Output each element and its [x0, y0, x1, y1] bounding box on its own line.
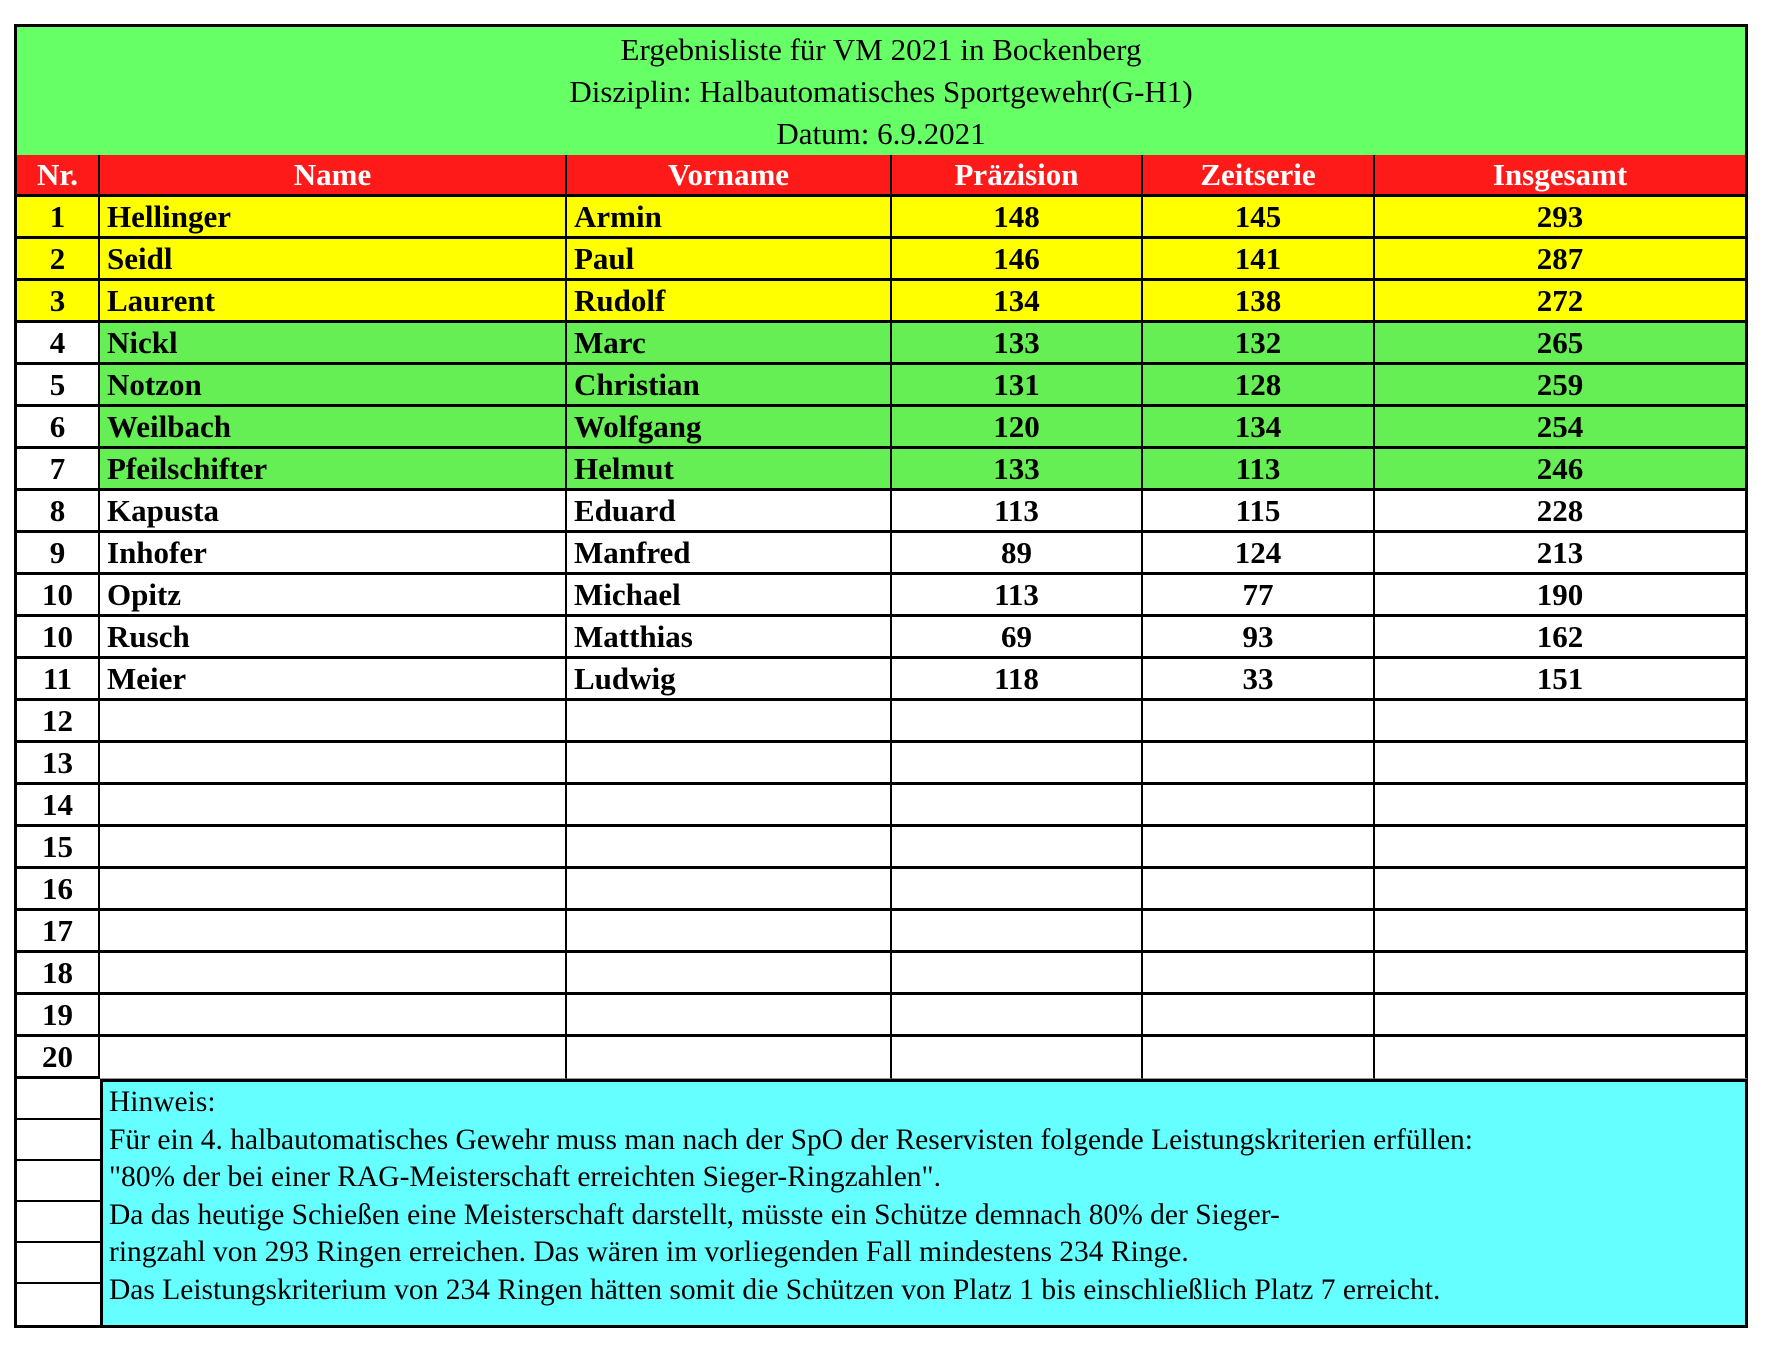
- header-praezision: Präzision: [892, 155, 1143, 197]
- cell-zeitserie: 128: [1143, 365, 1375, 407]
- cell-zeitserie: 93: [1143, 617, 1375, 659]
- cell-nr: 7: [14, 449, 100, 491]
- cell-vorname: Ludwig: [567, 659, 892, 701]
- cell-empty: [567, 995, 892, 1037]
- cell-nr: 19: [14, 995, 100, 1037]
- cell-zeitserie: 134: [1143, 407, 1375, 449]
- table-row: [14, 533, 1748, 575]
- cell-nr: 10: [14, 575, 100, 617]
- cell-empty: [1143, 701, 1375, 743]
- cell-insgesamt: 287: [1375, 239, 1748, 281]
- note-line: Für ein 4. halbautomatisches Gewehr muss man nach der SpO der Reservisten folgende Leistungskriterien erfüllen:: [109, 1123, 1474, 1156]
- cell-empty: [1143, 869, 1375, 911]
- cell-praezision: 113: [892, 491, 1143, 533]
- table-row: [14, 617, 1748, 659]
- cell-empty: [1375, 743, 1748, 785]
- cell-empty: [1375, 701, 1748, 743]
- cell-insgesamt: 162: [1375, 617, 1748, 659]
- cell-vorname: Manfred: [567, 533, 892, 575]
- cell-nr: 6: [14, 407, 100, 449]
- cell-nr: 10: [14, 617, 100, 659]
- cell-empty: [100, 953, 567, 995]
- note-line: ringzahl von 293 Ringen erreichen. Das wären im vorliegenden Fall mindestens 234 Ringe.: [109, 1236, 1189, 1268]
- cell-zeitserie: 132: [1143, 323, 1375, 365]
- cell-empty: [567, 1037, 892, 1079]
- table-row-empty: [14, 911, 1748, 953]
- table-row: [14, 323, 1748, 365]
- cell-zeitserie: 145: [1143, 197, 1375, 239]
- cell-empty: [567, 785, 892, 827]
- cell-empty: [1375, 785, 1748, 827]
- note-side-cells: [17, 1079, 103, 1325]
- header-zeitserie: Zeitserie: [1143, 155, 1375, 197]
- cell-zeitserie: 124: [1143, 533, 1375, 575]
- cell-zeitserie: 113: [1143, 449, 1375, 491]
- cell-praezision: 146: [892, 239, 1143, 281]
- table-row-empty: [14, 1037, 1748, 1079]
- cell-nr: 9: [14, 533, 100, 575]
- cell-nr: 18: [14, 953, 100, 995]
- cell-praezision: 134: [892, 281, 1143, 323]
- table-row-empty: [14, 785, 1748, 827]
- cell-name: Laurent: [100, 281, 567, 323]
- table-row: [14, 491, 1748, 533]
- cell-vorname: Matthias: [567, 617, 892, 659]
- title-block: [14, 24, 1748, 155]
- cell-nr: 2: [14, 239, 100, 281]
- cell-insgesamt: 293: [1375, 197, 1748, 239]
- cell-vorname: Christian: [567, 365, 892, 407]
- cell-empty: [1143, 995, 1375, 1037]
- cell-empty: [1375, 869, 1748, 911]
- cell-empty: [1143, 953, 1375, 995]
- cell-nr: 12: [14, 701, 100, 743]
- cell-empty: [892, 785, 1143, 827]
- cell-empty: [1375, 911, 1748, 953]
- cell-insgesamt: 272: [1375, 281, 1748, 323]
- cell-empty: [567, 953, 892, 995]
- cell-empty: [100, 1037, 567, 1079]
- cell-empty: [1375, 1037, 1748, 1079]
- cell-insgesamt: 265: [1375, 323, 1748, 365]
- cell-name: Notzon: [100, 365, 567, 407]
- cell-empty: [1375, 953, 1748, 995]
- header-nr: Nr.: [14, 155, 100, 197]
- cell-insgesamt: 254: [1375, 407, 1748, 449]
- table-row-empty: [14, 827, 1748, 869]
- cell-zeitserie: 115: [1143, 491, 1375, 533]
- cell-vorname: Armin: [567, 197, 892, 239]
- cell-empty: [1375, 827, 1748, 869]
- cell-empty: [892, 701, 1143, 743]
- cell-nr: 16: [14, 869, 100, 911]
- cell-empty: [892, 743, 1143, 785]
- note-line: Das Leistungskriterium von 234 Ringen hätten somit die Schützen von Platz 1 bis einschließlich Platz 7 erreicht.: [109, 1273, 1441, 1306]
- results-body: [14, 197, 1748, 1079]
- table-row: [14, 575, 1748, 617]
- cell-insgesamt: 246: [1375, 449, 1748, 491]
- cell-empty: [100, 701, 567, 743]
- cell-empty: [892, 995, 1143, 1037]
- cell-vorname: Wolfgang: [567, 407, 892, 449]
- cell-empty: [100, 785, 567, 827]
- table-row: [14, 197, 1748, 239]
- cell-praezision: 118: [892, 659, 1143, 701]
- cell-empty: [567, 869, 892, 911]
- cell-nr: 15: [14, 827, 100, 869]
- cell-vorname: Paul: [567, 239, 892, 281]
- cell-name: Kapusta: [100, 491, 567, 533]
- table-row: [14, 407, 1748, 449]
- cell-empty: [1375, 995, 1748, 1037]
- title-line-1: Ergebnisliste für VM 2021 in Bockenberg: [620, 32, 1142, 67]
- note-line: "80% der bei einer RAG-Meisterschaft erreichten Sieger-Ringzahlen".: [109, 1161, 941, 1193]
- cell-zeitserie: 138: [1143, 281, 1375, 323]
- table-row: [14, 659, 1748, 701]
- cell-praezision: 120: [892, 407, 1143, 449]
- cell-name: Seidl: [100, 239, 567, 281]
- cell-vorname: Michael: [567, 575, 892, 617]
- table-row: [14, 449, 1748, 491]
- table-row-empty: [14, 701, 1748, 743]
- table-row-empty: [14, 869, 1748, 911]
- cell-praezision: 148: [892, 197, 1143, 239]
- cell-nr: 4: [14, 323, 100, 365]
- cell-zeitserie: 33: [1143, 659, 1375, 701]
- cell-name: Opitz: [100, 575, 567, 617]
- cell-empty: [567, 911, 892, 953]
- header-row: [14, 155, 1748, 197]
- table-row: [14, 239, 1748, 281]
- cell-name: Hellinger: [100, 197, 567, 239]
- cell-empty: [1143, 743, 1375, 785]
- cell-insgesamt: 259: [1375, 365, 1748, 407]
- cell-nr: 1: [14, 197, 100, 239]
- cell-empty: [100, 869, 567, 911]
- cell-vorname: Helmut: [567, 449, 892, 491]
- header-vorname: Vorname: [567, 155, 892, 197]
- cell-nr: 20: [14, 1037, 100, 1079]
- cell-insgesamt: 190: [1375, 575, 1748, 617]
- cell-zeitserie: 141: [1143, 239, 1375, 281]
- results-sheet: [14, 24, 1748, 1328]
- cell-nr: 5: [14, 365, 100, 407]
- cell-empty: [100, 743, 567, 785]
- cell-empty: [100, 827, 567, 869]
- cell-name: Pfeilschifter: [100, 449, 567, 491]
- cell-empty: [567, 701, 892, 743]
- cell-empty: [1143, 827, 1375, 869]
- cell-empty: [1143, 785, 1375, 827]
- cell-name: Rusch: [100, 617, 567, 659]
- note-line: Da das heutige Schießen eine Meisterschaft darstellt, müsste ein Schütze demnach 80% der Sieger-: [109, 1198, 1280, 1231]
- cell-praezision: 69: [892, 617, 1143, 659]
- cell-zeitserie: 77: [1143, 575, 1375, 617]
- cell-empty: [892, 911, 1143, 953]
- cell-nr: 17: [14, 911, 100, 953]
- cell-name: Weilbach: [100, 407, 567, 449]
- cell-nr: 13: [14, 743, 100, 785]
- table-row: [14, 365, 1748, 407]
- cell-praezision: 133: [892, 449, 1143, 491]
- cell-name: Meier: [100, 659, 567, 701]
- cell-praezision: 113: [892, 575, 1143, 617]
- cell-nr: 14: [14, 785, 100, 827]
- title-line-3: Datum: 6.9.2021: [776, 116, 986, 151]
- cell-insgesamt: 228: [1375, 491, 1748, 533]
- cell-nr: 8: [14, 491, 100, 533]
- cell-empty: [100, 995, 567, 1037]
- cell-vorname: Rudolf: [567, 281, 892, 323]
- cell-empty: [892, 827, 1143, 869]
- note-text: [103, 1079, 1745, 1325]
- cell-vorname: Marc: [567, 323, 892, 365]
- cell-empty: [100, 911, 567, 953]
- title-line-2: Disziplin: Halbautomatisches Sportgewehr(G-H1): [569, 74, 1193, 109]
- cell-empty: [892, 869, 1143, 911]
- header-name: Name: [100, 155, 567, 197]
- table-row: [14, 281, 1748, 323]
- cell-praezision: 89: [892, 533, 1143, 575]
- cell-praezision: 131: [892, 365, 1143, 407]
- cell-empty: [892, 1037, 1143, 1079]
- cell-empty: [1143, 1037, 1375, 1079]
- cell-praezision: 133: [892, 323, 1143, 365]
- cell-empty: [567, 743, 892, 785]
- cell-empty: [567, 827, 892, 869]
- note-heading: Hinweis:: [109, 1086, 216, 1118]
- cell-insgesamt: 151: [1375, 659, 1748, 701]
- header-insgesamt: Insgesamt: [1375, 155, 1748, 197]
- table-row-empty: [14, 953, 1748, 995]
- cell-nr: 3: [14, 281, 100, 323]
- cell-name: Nickl: [100, 323, 567, 365]
- cell-insgesamt: 213: [1375, 533, 1748, 575]
- cell-empty: [1143, 911, 1375, 953]
- cell-empty: [892, 953, 1143, 995]
- table-row-empty: [14, 743, 1748, 785]
- cell-name: Inhofer: [100, 533, 567, 575]
- note-block: [14, 1079, 1748, 1328]
- cell-nr: 11: [14, 659, 100, 701]
- table-row-empty: [14, 995, 1748, 1037]
- cell-vorname: Eduard: [567, 491, 892, 533]
